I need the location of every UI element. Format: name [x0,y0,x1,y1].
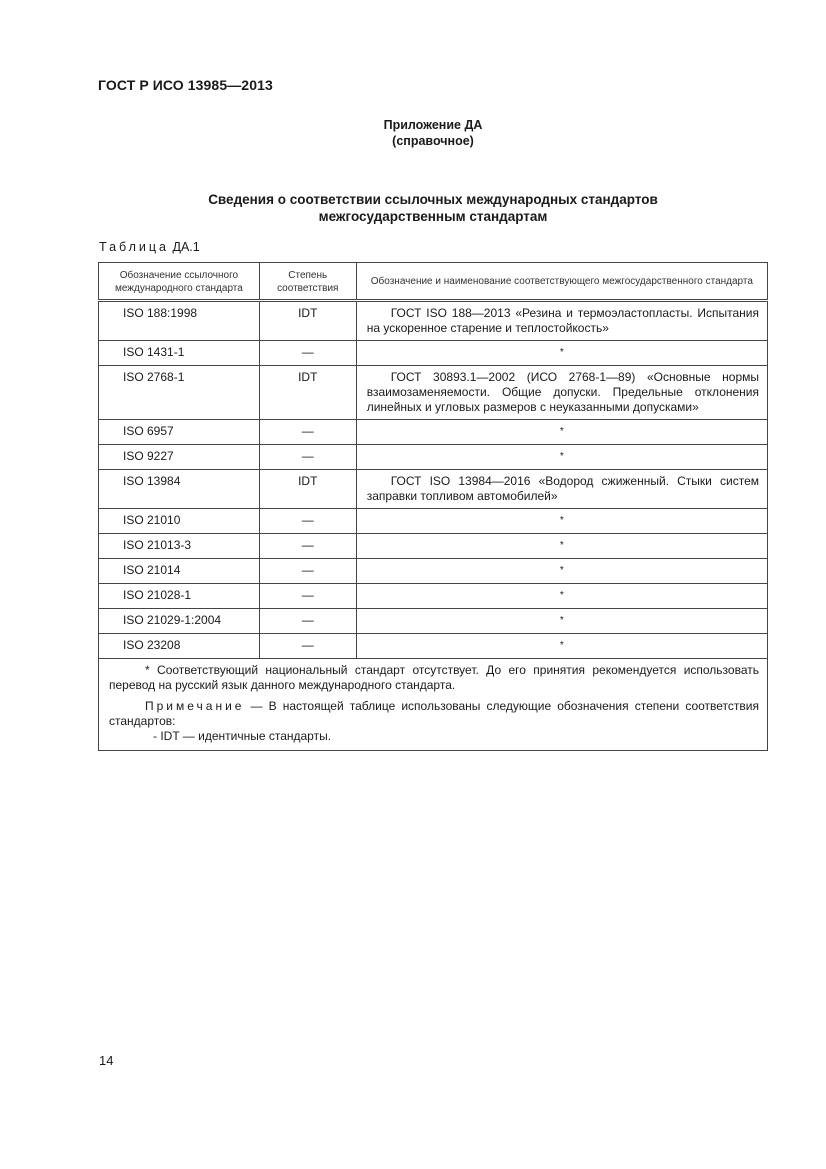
row-code: ISO 9227 [99,445,260,470]
document-code: ГОСТ Р ИСО 13985—2013 [98,77,273,93]
table-row [99,341,768,366]
row-code: ISO 23208 [99,634,260,659]
row-code: ISO 21013-3 [99,534,260,559]
header-international-standard: Обозначение ссылочного международного стандарта [99,263,260,301]
section-title-line2: межгосударственным стандартам [318,209,548,224]
section-title-line1: Сведения о соответствии ссылочных международных стандартов [208,192,658,207]
row-corresponding-text: ГОСТ ISO 13984—2016 «Водород сжиженный. Стыки систем заправки топливом автомобилей» [366,474,759,503]
row-corresponding-absent: * [356,509,767,534]
row-code: ISO 21028-1 [99,584,260,609]
note-label: Примечание [145,699,245,713]
row-degree: — [259,445,356,470]
table-row [99,470,768,509]
row-code: ISO 188:1998 [99,301,260,341]
row-corresponding [356,470,767,509]
table-caption-label: Таблица [99,240,170,254]
row-corresponding-text: ГОСТ 30893.1—2002 (ИСО 2768-1—89) «Основные нормы взаимозаменяемости. Общие допуски. Предельные отклонения линейных и угловых размеров с неуказанными допусками» [366,370,759,414]
row-code: ISO 13984 [99,470,260,509]
row-corresponding [356,301,767,341]
row-code: ISO 21014 [99,559,260,584]
legend: - IDT — идентичные стандарты. [153,729,332,743]
annex-subtitle: (справочное) [392,134,474,148]
row-corresponding [356,366,767,420]
table-row [99,366,768,420]
table-footer-row [99,659,768,751]
standards-table [98,262,768,751]
table-row [99,509,768,534]
table-row [99,534,768,559]
row-code: ISO 1431-1 [99,341,260,366]
row-corresponding-text: ГОСТ ISO 188—2013 «Резина и термоэластопласты. Испытания на ускоренное старение и теплостойкость» [366,306,759,335]
page-number: 14 [99,1053,114,1068]
row-corresponding-absent: * [356,445,767,470]
row-corresponding-absent: * [356,341,767,366]
table-row [99,301,768,341]
table-caption [99,240,200,254]
header-degree: Степень соответствия [259,263,356,301]
footnote: * Соответствующий национальный стандарт отсутствует. До его принятия рекомендуется использовать перевод на русский язык данного международного стандарта. [109,663,759,692]
row-degree: — [259,584,356,609]
table-header-row [99,263,768,301]
row-degree: — [259,420,356,445]
header-interstate-standard: Обозначение и наименование соответствующего межгосударственного стандарта [356,263,767,301]
table-row [99,634,768,659]
table-notes [99,659,768,751]
row-degree: — [259,509,356,534]
table-row [99,584,768,609]
row-degree: — [259,534,356,559]
row-corresponding-absent: * [356,534,767,559]
row-degree: — [259,559,356,584]
table-row [99,609,768,634]
row-degree: — [259,341,356,366]
row-corresponding-absent: * [356,584,767,609]
annex-title: Приложение ДА [383,118,483,132]
row-code: ISO 6957 [99,420,260,445]
table-row [99,559,768,584]
row-code: ISO 21029-1:2004 [99,609,260,634]
section-title [0,191,826,225]
row-corresponding-absent: * [356,420,767,445]
row-degree: IDT [259,301,356,341]
row-code: ISO 21010 [99,509,260,534]
note [109,699,759,729]
annex-heading [0,117,826,149]
note-text: — В настоящей таблице использованы следующие обозначения степени соответствия стандартов: [109,699,759,728]
table-row [99,445,768,470]
row-corresponding-absent: * [356,559,767,584]
row-degree: IDT [259,470,356,509]
table-caption-number: ДА.1 [172,240,200,254]
row-degree: IDT [259,366,356,420]
row-corresponding-absent: * [356,609,767,634]
row-code: ISO 2768-1 [99,366,260,420]
table-row [99,420,768,445]
row-corresponding-absent: * [356,634,767,659]
row-degree: — [259,609,356,634]
row-degree: — [259,634,356,659]
